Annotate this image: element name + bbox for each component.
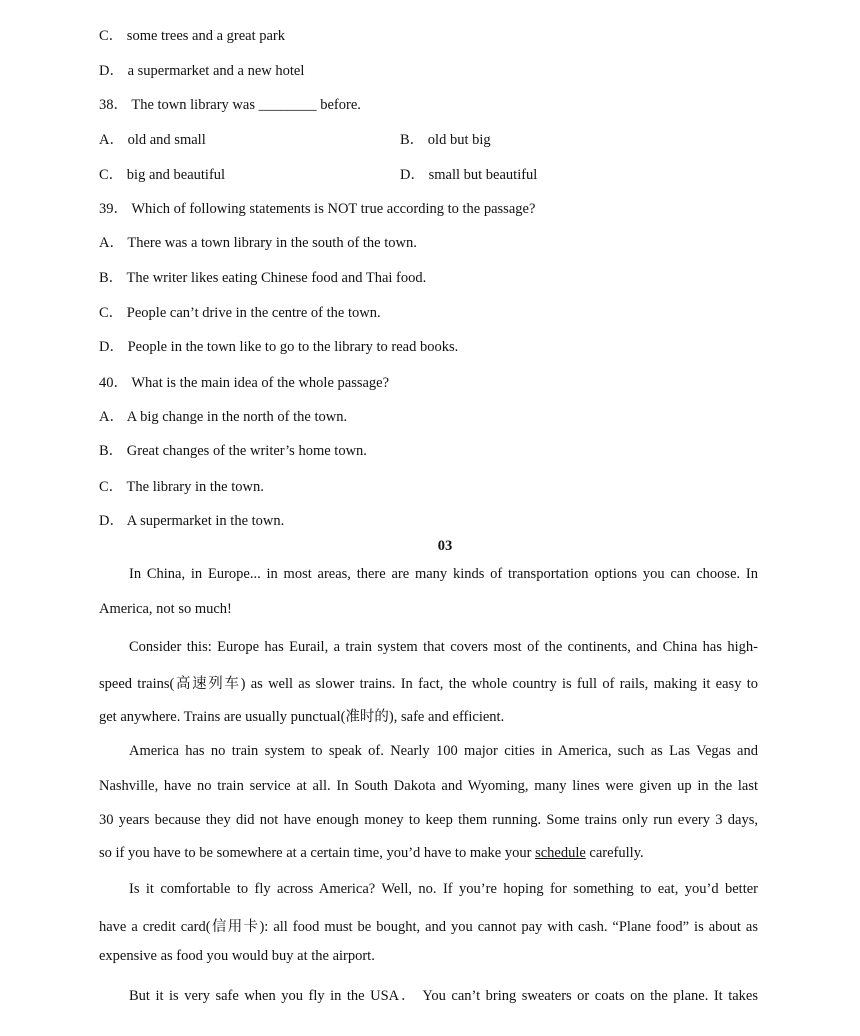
q37-option-c: C． some trees and a great park bbox=[99, 28, 286, 44]
paragraph-1-line-2: America, not so much! bbox=[99, 601, 232, 617]
q38-option-a: A． old and small bbox=[99, 132, 206, 148]
q39-option-a: A． There was a town library in the south of the town. bbox=[99, 235, 417, 251]
paragraph-4-line-2: have a credit card(信用卡): all food must be bought, and you cannot pay with cash. “Plane food” is about as bbox=[99, 919, 758, 935]
q40-option-d: D． A supermarket in the town. bbox=[99, 513, 285, 529]
q39-question: 39． Which of following statements is NOT true according to the passage? bbox=[99, 201, 536, 217]
paragraph-3-line-3: 30 years because they did not have enough money to keep them running. Some trains only run every 3 days, bbox=[99, 812, 758, 828]
line-text: so if you have to be somewhere at a certain time, you’d have to make your bbox=[99, 845, 536, 861]
q37-option-d: D． a supermarket and a new hotel bbox=[99, 63, 305, 79]
q38-option-d: D． small but beautiful bbox=[400, 167, 538, 183]
q40-option-b: B． Great changes of the writer’s home town. bbox=[99, 443, 367, 459]
paragraph-2-line-1: Consider this: Europe has Eurail, a train system that covers most of the continents, and China has high- bbox=[129, 639, 758, 655]
paragraph-1-line-1: In China, in Europe... in most areas, there are many kinds of transportation options you can choose. In bbox=[129, 566, 758, 582]
underlined-word-schedule: schedule bbox=[535, 845, 586, 861]
paragraph-2-line-3: get anywhere. Trains are usually punctual(准时的), safe and efficient. bbox=[99, 709, 505, 725]
paragraph-3-line-1: America has no train system to speak of. Nearly 100 major cities in America, such as Las Vegas and bbox=[129, 743, 758, 759]
q38-option-b: B． old but big bbox=[400, 132, 491, 148]
paragraph-5-line-1: But it is very safe when you fly in the USA． You can’t bring sweaters or coats on the plane. It takes bbox=[129, 988, 758, 1004]
q39-option-c: C． People can’t drive in the centre of the town. bbox=[99, 305, 381, 321]
line-text: carefully. bbox=[585, 845, 644, 861]
section-heading: 03 bbox=[437, 538, 453, 554]
paragraph-2-line-2: speed trains(高速列车) as well as slower trains. In fact, the whole country is full of rails, making it easy to bbox=[99, 676, 758, 692]
paragraph-4-line-1: Is it comfortable to fly across America? Well, no. If you’re hoping for something to eat, you’d better bbox=[129, 881, 758, 897]
paragraph-3-line-4 bbox=[99, 845, 644, 862]
q40-question: 40． What is the main idea of the whole passage? bbox=[99, 375, 390, 391]
q39-option-b: B． The writer likes eating Chinese food and Thai food. bbox=[99, 270, 427, 286]
q39-option-d: D． People in the town like to go to the library to read books. bbox=[99, 339, 459, 355]
q38-question: 38． The town library was ________ before. bbox=[99, 97, 361, 113]
q38-option-c: C． big and beautiful bbox=[99, 167, 226, 183]
paragraph-3-line-2: Nashville, have no train service at all. In South Dakota and Wyoming, many lines were given up in the last bbox=[99, 778, 758, 794]
paragraph-4-line-3: expensive as food you would buy at the airport. bbox=[99, 948, 375, 964]
q40-option-a: A． A big change in the north of the town. bbox=[99, 409, 348, 425]
q40-option-c: C． The library in the town. bbox=[99, 479, 264, 495]
